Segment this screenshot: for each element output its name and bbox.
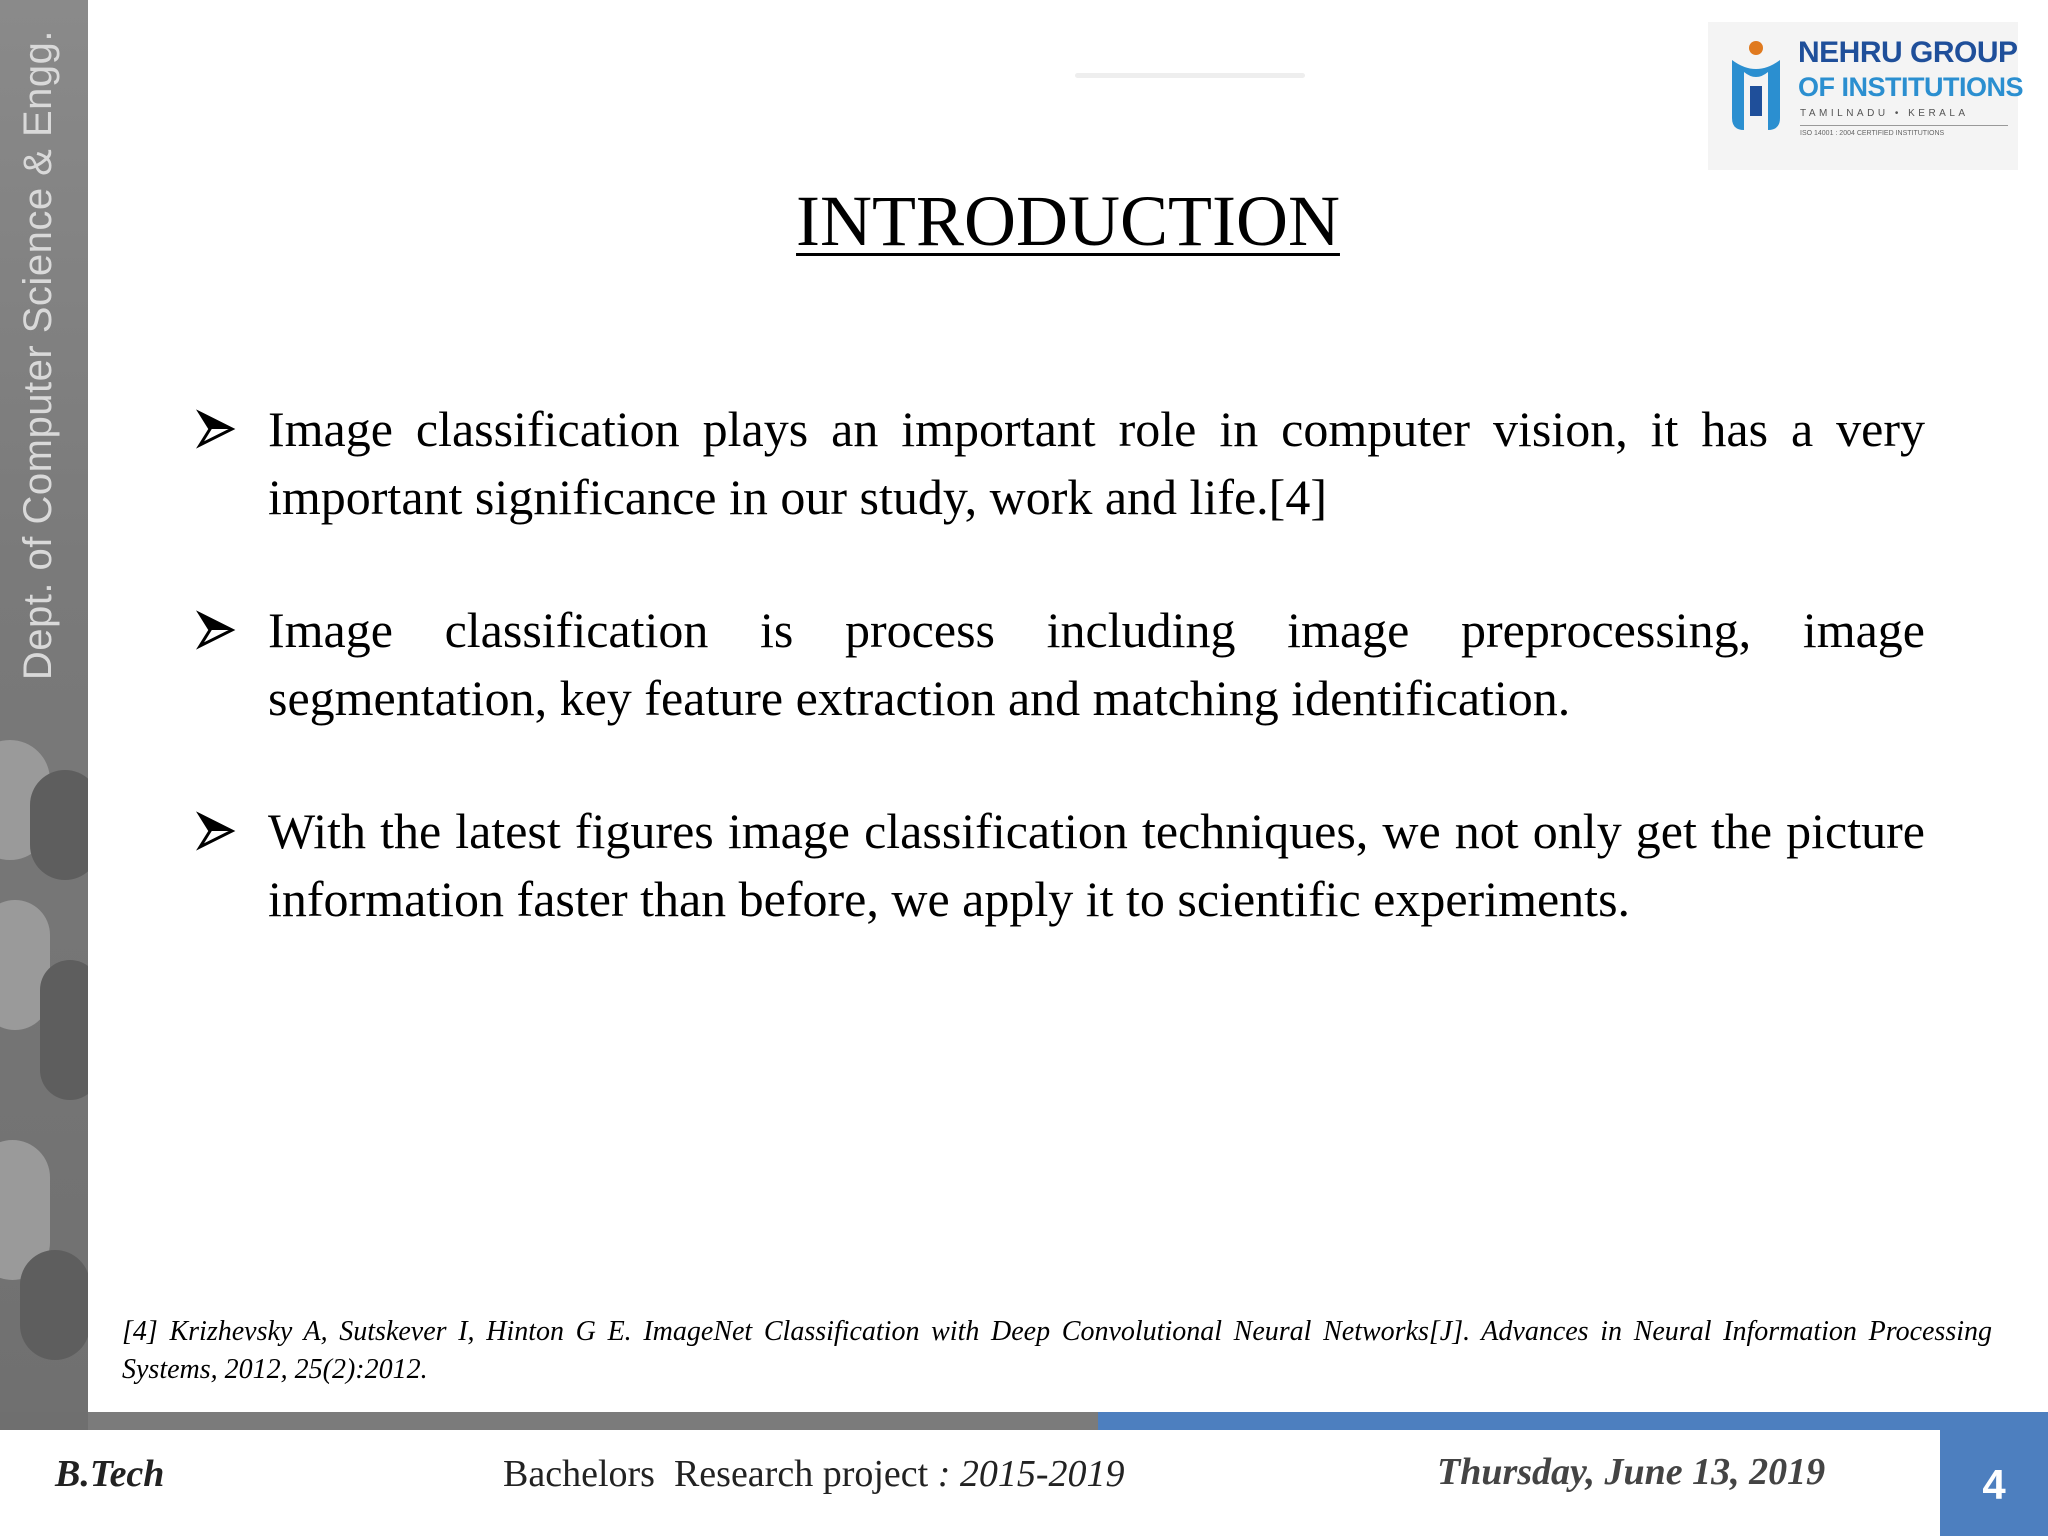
arrowhead-bullet-icon <box>196 811 236 851</box>
slide-title: INTRODUCTION <box>796 181 1340 261</box>
arrowhead-bullet-icon <box>196 610 236 650</box>
list-item <box>190 797 1925 933</box>
logo-certification: ISO 14001 : 2004 CERTIFIED INSTITUTIONS <box>1800 130 1945 137</box>
footer-project-label: Bachelors Research project <box>503 1453 929 1495</box>
footer-bar-left <box>0 1412 88 1430</box>
logo-title: NEHRU GROUP <box>1798 36 2018 69</box>
decorative-line <box>1075 73 1305 78</box>
page-number: 4 <box>1940 1430 2048 1536</box>
nehru-group-emblem-icon <box>1726 38 1786 138</box>
footer-project-years: : 2015-2019 <box>928 1453 1125 1495</box>
slide-footer <box>0 1430 2048 1536</box>
department-label: Dept. of Computer Science & Engg. <box>16 30 60 681</box>
list-item <box>190 395 1925 531</box>
sidebar-decor-shape <box>30 770 88 880</box>
footer-bar-blue <box>1098 1412 2048 1430</box>
logo-subtitle: OF INSTITUTIONS <box>1798 72 2023 102</box>
bullet-list <box>190 395 1925 998</box>
institution-logo <box>1708 22 2023 170</box>
sidebar-decor-shape <box>40 960 88 1100</box>
bullet-text: Image classification is process including image preprocessing, image segmentation, key feature extraction and matching identification. <box>268 602 1925 726</box>
logo-region: TAMILNADU • KERALA <box>1800 108 1969 119</box>
footer-project <box>503 1452 1125 1496</box>
footer-date: Thursday, June 13, 2019 <box>1437 1451 1826 1493</box>
bullet-text: With the latest figures image classification techniques, we not only get the picture information faster than before, we apply it to scientific experiments. <box>268 803 1925 927</box>
arrowhead-bullet-icon <box>196 409 236 449</box>
footer-bar-gray <box>88 1412 1098 1430</box>
bullet-text: Image classification plays an important role in computer vision, it has a very important significance in our study, work and life.[4] <box>268 401 1925 525</box>
list-item <box>190 596 1925 732</box>
footer-degree: B.Tech <box>55 1453 165 1495</box>
logo-divider <box>1800 125 2008 126</box>
reference-citation: [4] Krizhevsky A, Sutskever I, Hinton G E. ImageNet Classification with Deep Convolutional Neural Networks[J]. Advances in Neural Information Processing Systems, 2012, 25(2):2012. <box>122 1316 1992 1385</box>
sidebar-decor-shape <box>20 1250 88 1360</box>
